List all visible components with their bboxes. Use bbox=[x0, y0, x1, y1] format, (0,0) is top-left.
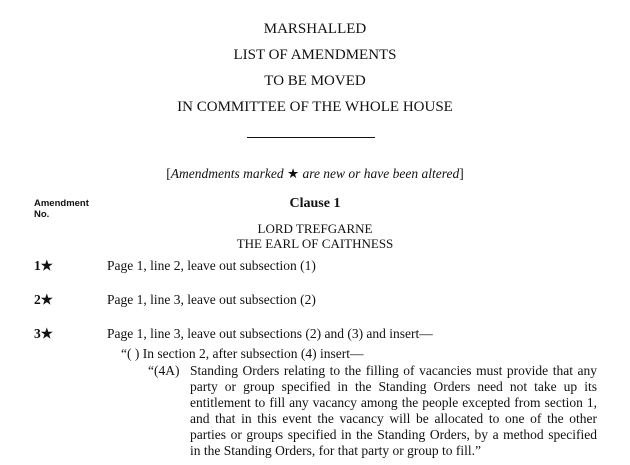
title-to-be-moved: TO BE MOVED bbox=[264, 73, 366, 89]
sponsor-name: THE EARL OF CAITHNESS bbox=[236, 236, 394, 251]
note-text-before: Amendments marked bbox=[170, 166, 287, 181]
amendment-number: 1★ bbox=[34, 258, 53, 273]
title-list-of-amendments: LIST OF AMENDMENTS bbox=[233, 47, 397, 63]
insertion-intro: “( ) In section 2, after subsection (4) insert— bbox=[121, 346, 364, 361]
inserted-subsection-text: Standing Orders relating to the filling of vacancies must provide that any party or group specified in the Standing Orders need not take up its entitlement to fill any vacancy among the people excepted from section 1, and that in this event the vacancy will be allocated to one of the other parties or groups specified in the Standing Orders, by a method specified in the Standing Orders, for that party or group to fill.” bbox=[190, 363, 597, 458]
clause-heading: Clause 1 bbox=[289, 196, 341, 211]
inserted-subsection-label: “(4A) bbox=[148, 363, 180, 378]
sponsor-name: LORD TREFGARNE bbox=[257, 221, 373, 236]
amendment-number-column-label: Amendment No. bbox=[34, 198, 89, 220]
amendment-number: 3★ bbox=[34, 326, 53, 341]
amendment-text: Page 1, line 2, leave out subsection (1) bbox=[107, 258, 316, 273]
amendment-note bbox=[0, 166, 630, 182]
note-close-bracket: ] bbox=[459, 166, 464, 181]
star-icon: ★ bbox=[286, 166, 300, 181]
note-text-after: are new or have been altered bbox=[299, 166, 460, 181]
amendment-text: Page 1, line 3, leave out subsections (2) and (3) and insert— bbox=[107, 326, 433, 341]
header-divider bbox=[247, 137, 375, 138]
title-committee: IN COMMITTEE OF THE WHOLE HOUSE bbox=[177, 99, 453, 115]
note-open-bracket: [ bbox=[166, 166, 171, 181]
title-marshalled: MARSHALLED bbox=[263, 21, 367, 37]
amendment-number: 2★ bbox=[34, 292, 53, 307]
amendment-text: Page 1, line 3, leave out subsection (2) bbox=[107, 292, 316, 307]
